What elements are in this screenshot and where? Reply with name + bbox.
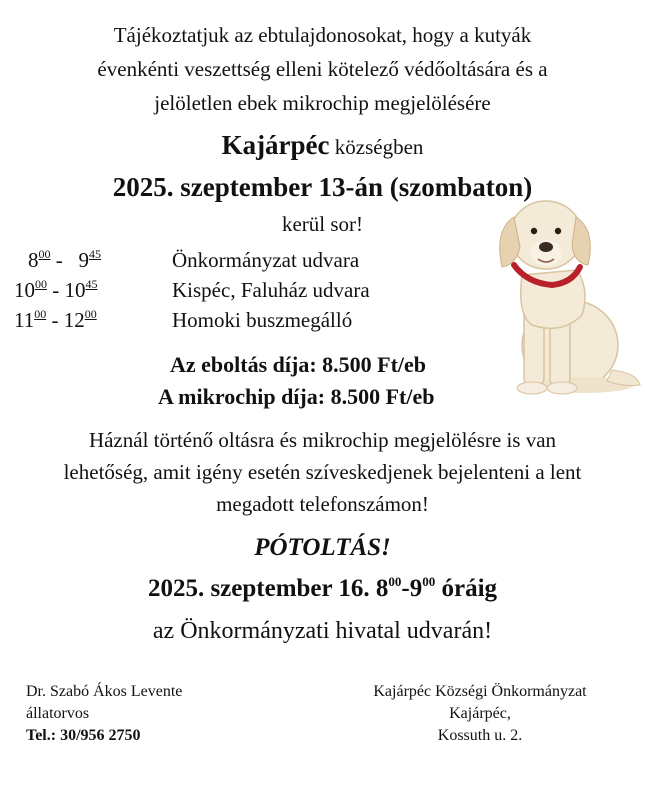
org-name: Kajárpéc Községi Önkormányzat — [373, 683, 587, 700]
dog-illustration — [472, 195, 642, 400]
intro-line: Tájékoztatjuk az ebtulajdonosokat, hogy a kutyák — [113, 23, 532, 47]
home-service-text — [0, 424, 645, 520]
makeup-place: az Önkormányzati hivatal udvarán! — [152, 618, 493, 644]
home-service-line: Háznál történő oltásra és mikrochip megjelölésre is van — [88, 428, 557, 452]
intro-text — [0, 18, 645, 120]
home-service-line: megadott telefonszámon! — [216, 492, 429, 516]
kerul-sor-text: kerül sor! — [281, 212, 364, 236]
event-date: 2025. szeptember 13-án (szombaton) — [112, 172, 533, 202]
intro-line: jelöletlen ebek mikrochip megjelölésére — [154, 91, 491, 115]
schedule-place: Kispéc, Faluház udvara — [172, 278, 370, 302]
schedule-place: Önkormányzat udvara — [172, 248, 360, 272]
schedule-time: $10^{00} - 10^{45}$ — [14, 277, 98, 302]
makeup-title: PÓTOLTÁS! — [254, 534, 391, 561]
schedule-place: Homoki buszmegálló — [172, 308, 353, 332]
vaccination-fee: Az eboltás díja: 8.500 Ft/eb — [170, 352, 427, 377]
schedule-time: $11^{00} - 12^{00}$ — [14, 307, 97, 332]
town-name: Kajárpéc — [221, 130, 330, 160]
org-address: Kossuth u. 2. — [437, 727, 523, 744]
org-city: Kajárpéc, — [449, 705, 511, 722]
home-service-line: lehetőség, amit igény esetén szíveskedjenek bejelenteni a lent — [63, 460, 582, 484]
vet-phone: Tel.: 30/956 2750 — [26, 727, 141, 744]
vet-name: Dr. Szabó Ákos Levente — [26, 683, 183, 700]
location-line — [0, 130, 645, 161]
vet-signature — [26, 681, 182, 747]
municipality-signature — [330, 681, 630, 747]
vet-role: állatorvos — [26, 705, 90, 722]
microchip-fee: A mikrochip díja: 8.500 Ft/eb — [158, 384, 435, 409]
intro-line: évenkénti veszettség elleni kötelező védőoltására és a — [97, 57, 548, 81]
town-suffix: községben — [329, 135, 424, 159]
schedule-time: $8^{00} - 9^{45}$ — [28, 247, 101, 272]
makeup-date: 2025. szeptember 16. $8^{00}-9^{00}$ óráig — [147, 574, 498, 602]
